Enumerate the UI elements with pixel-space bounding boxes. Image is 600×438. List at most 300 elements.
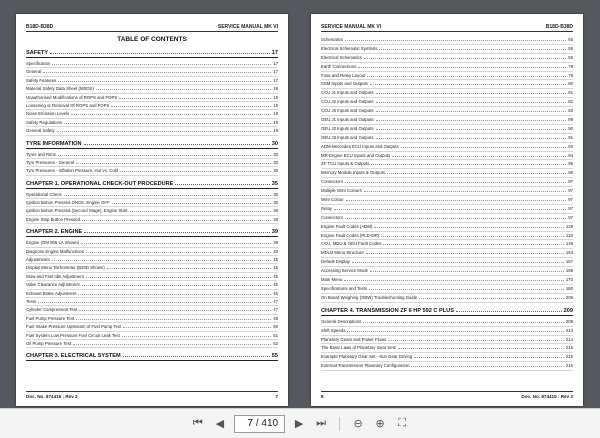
dot-leader bbox=[130, 211, 272, 212]
dot-leader bbox=[84, 232, 270, 233]
toc-entry[interactable] bbox=[26, 315, 278, 323]
dot-leader bbox=[374, 227, 563, 228]
toc-entry-page: 17 bbox=[273, 77, 278, 83]
toc-entry-title: Fuel System Low Pressure Fuel Circuit Leak Test bbox=[26, 332, 120, 338]
page-footer bbox=[26, 391, 278, 399]
toc-entry-page: 80 bbox=[568, 81, 573, 87]
header-rule bbox=[321, 31, 573, 32]
toc-entry-title: Engine Fault Codes (PLD-MR) bbox=[321, 232, 380, 238]
toc-entry-page: 82 bbox=[568, 99, 573, 105]
toc-entry-page: 215 bbox=[565, 345, 573, 351]
toc-entry-title: Shift Speeds bbox=[321, 327, 346, 333]
toc-entry-page: 45 bbox=[273, 273, 278, 279]
dot-leader bbox=[363, 322, 564, 323]
toc-entry-title: ZF TCU Inputs & Outputs bbox=[321, 161, 370, 167]
section-title: TYRE INFORMATION bbox=[26, 140, 82, 147]
toc-entry-title: CCU, MDU & OEU Fault Codes bbox=[321, 241, 382, 247]
toc-entry-page: 35 bbox=[273, 191, 278, 197]
dot-leader bbox=[358, 67, 566, 68]
toc-entry-title: Fuel Pump Pressure Test bbox=[26, 315, 75, 321]
toc-entry-page: 47 bbox=[273, 307, 278, 313]
toc-entry-title: MDU3 Menu Structure bbox=[321, 250, 364, 256]
dot-leader bbox=[401, 147, 567, 148]
toc-entry-page: 35 bbox=[273, 200, 278, 206]
toc-entry-page: 149 bbox=[565, 241, 573, 247]
toc-section-heading[interactable] bbox=[26, 181, 278, 189]
toc-entry[interactable] bbox=[321, 327, 573, 336]
toc-entry-title: OEU J3 Inputs and Outputs bbox=[321, 134, 374, 140]
toc-entry-page: 36 bbox=[273, 208, 278, 214]
toc-entry[interactable] bbox=[321, 336, 573, 345]
toc-entry-title: Multiple Wire Colours bbox=[321, 188, 362, 194]
toc-entry-page: 30 bbox=[273, 168, 278, 174]
dot-leader bbox=[334, 209, 566, 210]
toc-entry-title: On Board Weighing (OBW) Troubleshooting Guide bbox=[321, 294, 418, 300]
toc-entry-page: 19 bbox=[273, 119, 278, 125]
toc-entry[interactable] bbox=[321, 80, 573, 89]
dot-leader bbox=[119, 98, 271, 99]
zoom-in-icon[interactable]: ⊕ bbox=[375, 418, 385, 430]
footer-page-number: 8 bbox=[321, 394, 324, 399]
toc-entry-page: 52 bbox=[273, 340, 278, 346]
toc-entry-page: 93 bbox=[568, 143, 573, 149]
toc-section-heading[interactable] bbox=[321, 308, 573, 316]
toc-entry-title: Main Menu bbox=[321, 277, 343, 283]
page-header bbox=[321, 24, 573, 30]
toc-entry[interactable] bbox=[321, 72, 573, 81]
toc-entry[interactable] bbox=[321, 169, 573, 178]
dot-leader bbox=[50, 53, 270, 54]
toc-entry[interactable] bbox=[321, 187, 573, 196]
toc-entry-page: 38 bbox=[273, 216, 278, 222]
toc-entry-title: Electrical Schematics bbox=[321, 54, 362, 60]
toc-entry[interactable] bbox=[26, 68, 278, 76]
dot-leader bbox=[352, 262, 564, 263]
toc-section-heading[interactable] bbox=[26, 229, 278, 237]
dot-leader bbox=[367, 76, 566, 77]
toc-entry-page: 30 bbox=[273, 151, 278, 157]
toc-entry-page: 97 bbox=[568, 197, 573, 203]
toc-entry-title: Schematics bbox=[321, 37, 344, 42]
toc-entry-title: Display Menu Tachometer (B20D Shown) bbox=[26, 265, 105, 271]
toc-entry[interactable] bbox=[321, 267, 573, 276]
toc-entry-page: 167 bbox=[565, 259, 573, 265]
toc-entry[interactable] bbox=[26, 290, 278, 298]
header-left: B18D-B38D bbox=[26, 24, 54, 30]
dot-leader bbox=[345, 40, 566, 41]
dot-leader bbox=[82, 285, 272, 286]
toc-entry-title: Engine Fault Codes (ADM) bbox=[321, 223, 373, 229]
toc-entry-title: Electrical Schematic Symbols bbox=[321, 45, 378, 51]
toc-entry-title: Oil Pump Pressure Test bbox=[26, 340, 72, 346]
toc-entry-title: Cylinder Compression Test bbox=[26, 307, 78, 313]
section-page: 17 bbox=[271, 50, 278, 56]
toc-entry-title: Memory Module Inputs & Outputs bbox=[321, 170, 386, 176]
dot-leader bbox=[387, 173, 566, 174]
dot-leader bbox=[369, 289, 564, 290]
dot-leader bbox=[371, 164, 566, 165]
dot-leader bbox=[81, 243, 271, 244]
dot-leader bbox=[376, 93, 567, 94]
dot-leader bbox=[383, 244, 563, 245]
toc-entry[interactable] bbox=[321, 134, 573, 143]
toc-entry-title: Connectors bbox=[321, 179, 343, 185]
toc-entry[interactable] bbox=[321, 36, 573, 45]
dot-leader bbox=[388, 340, 564, 341]
toc-entry-title: Connectors bbox=[321, 214, 343, 220]
toc-entry-page: 18 bbox=[273, 94, 278, 100]
toc-entry-title: Operational Check bbox=[26, 191, 62, 197]
toc-entry-page: 180 bbox=[565, 285, 573, 291]
toc-entry-title: OEU J1 Inputs and Outputs bbox=[321, 117, 374, 123]
dot-leader bbox=[366, 253, 564, 254]
toc-entry-page: 55 bbox=[568, 45, 573, 51]
toc-entry[interactable] bbox=[26, 199, 278, 207]
toc-entry-page: 40 bbox=[273, 248, 278, 254]
dot-leader bbox=[175, 184, 269, 185]
toc-entry-title: General Safety bbox=[26, 128, 55, 134]
toc-entry[interactable] bbox=[321, 89, 573, 98]
toc-entry-title: Fuel Intake Pressure Upstream of Fuel Pump Test bbox=[26, 324, 122, 330]
toc-entry-title: Default Display bbox=[321, 259, 350, 265]
toc-entry-title: Exhaust Brake Adjustment bbox=[26, 290, 77, 296]
toc-entry-page: 168 bbox=[565, 268, 573, 274]
toc-entry[interactable] bbox=[26, 332, 278, 340]
toc-entry-page: 47 bbox=[273, 298, 278, 304]
toc-entry-title: Valve Clearance Adjustment bbox=[26, 282, 80, 288]
dot-leader bbox=[76, 163, 271, 164]
toc-entry-page: 45 bbox=[273, 265, 278, 271]
toc-entry[interactable] bbox=[26, 191, 278, 199]
toc-entry[interactable] bbox=[321, 160, 573, 169]
toc-entry-page: 209 bbox=[565, 318, 573, 324]
toc-entry-page: 17 bbox=[273, 61, 278, 66]
toc-entry-page: 97 bbox=[568, 179, 573, 185]
dot-leader bbox=[123, 327, 271, 328]
dot-leader bbox=[64, 123, 271, 124]
toc-entry-page: 51 bbox=[273, 332, 278, 338]
toc-entry-page: 164 bbox=[565, 250, 573, 256]
dot-leader bbox=[52, 64, 271, 65]
toc-entry[interactable] bbox=[321, 214, 573, 223]
toc-section-heading[interactable] bbox=[26, 50, 278, 58]
dot-leader bbox=[370, 84, 566, 85]
toc-entry[interactable] bbox=[321, 294, 573, 303]
toc-entry-title: Planetary Gears and Power Flows bbox=[321, 336, 387, 342]
toc-entry[interactable] bbox=[26, 306, 278, 314]
toc-entry-title: The Basic Laws of Planetary Gear Sets bbox=[321, 345, 396, 351]
section-title: CHAPTER 1. OPERATIONAL CHECK-OUT PROCEDURE bbox=[26, 180, 174, 187]
toc-entry[interactable] bbox=[321, 116, 573, 125]
toc-entry[interactable] bbox=[321, 232, 573, 241]
toc-entry-title: Ignition Button Pressed (Second Stage), Engine Start bbox=[26, 208, 128, 214]
toc-entry[interactable] bbox=[26, 298, 278, 306]
dot-leader bbox=[78, 294, 271, 295]
dot-leader bbox=[346, 200, 567, 201]
toc-entry[interactable] bbox=[321, 152, 573, 161]
toc-section-heading[interactable] bbox=[26, 353, 278, 361]
toc-entry-title: External Transmission Planetary Configuration bbox=[321, 363, 410, 369]
toc-entry-title: Adjustments bbox=[26, 257, 50, 263]
toc-entry[interactable] bbox=[26, 60, 278, 68]
toc-entry-page: 79 bbox=[568, 72, 573, 78]
header-right: SERVICE MANUAL MK VI bbox=[217, 24, 278, 30]
dot-leader bbox=[411, 366, 563, 367]
toc-entry-page: 96 bbox=[568, 170, 573, 176]
dot-leader bbox=[345, 218, 566, 219]
toc-entry-page: 94 bbox=[568, 152, 573, 158]
last-page-icon[interactable]: ⏭ bbox=[316, 417, 327, 429]
toc-entry-title: Engine Stop Button Pressed bbox=[26, 216, 80, 222]
toc-entry-page: 129 bbox=[565, 223, 573, 229]
toc-entry[interactable] bbox=[321, 98, 573, 107]
dot-leader bbox=[86, 277, 271, 278]
dot-leader bbox=[456, 311, 562, 312]
toc-entry-page: 213 bbox=[565, 327, 573, 333]
dot-leader bbox=[86, 252, 271, 253]
dot-leader bbox=[64, 195, 272, 196]
toc-entry-page: 133 bbox=[565, 232, 573, 238]
toc-entry[interactable] bbox=[321, 125, 573, 134]
dot-leader bbox=[122, 336, 271, 337]
toc-entry-title: Fuse and Relay Layout bbox=[321, 72, 366, 78]
toc-entry-page: 19 bbox=[273, 128, 278, 134]
footer-page-number: 7 bbox=[275, 394, 278, 399]
toc-entry[interactable] bbox=[26, 119, 278, 127]
toc-entry-page: 48 bbox=[273, 315, 278, 321]
toc-entry[interactable] bbox=[26, 167, 278, 175]
dot-leader bbox=[73, 344, 271, 345]
toc-entry-title: General Descriptions bbox=[321, 318, 362, 324]
toc-entry-title: Wire Colour bbox=[321, 197, 344, 203]
dot-leader bbox=[376, 129, 567, 130]
toc-entry-title: Loosening or Removal Of ROPS and FOPS bbox=[26, 102, 110, 108]
zoom-out-icon[interactable]: ⊖ bbox=[353, 418, 363, 430]
section-title: CHAPTER 4. TRANSMISSION ZF 6 HP 592 C PLUS bbox=[321, 307, 454, 314]
toolbar-divider bbox=[339, 417, 340, 431]
toc-entry-title: MR-Engine ECU Inputs and Outputs bbox=[321, 152, 391, 158]
toc-entry-title: Material Safety Data Sheet (MSDS) bbox=[26, 86, 94, 92]
dot-leader bbox=[82, 220, 271, 221]
dot-leader bbox=[57, 131, 272, 132]
toc-entry-page: 45 bbox=[273, 257, 278, 263]
toc-entry[interactable] bbox=[321, 45, 573, 54]
toc-entry[interactable] bbox=[26, 85, 278, 93]
toc-entry-title: Engine (OM 906 LA Shown) bbox=[26, 240, 80, 246]
dot-leader bbox=[76, 319, 271, 320]
toc-entry-page: 97 bbox=[568, 214, 573, 220]
toc-entry[interactable] bbox=[26, 77, 278, 85]
toc-entry[interactable] bbox=[321, 63, 573, 72]
toc-entry-title: Tyre Pressures - General bbox=[26, 159, 74, 165]
toc-entry[interactable] bbox=[321, 196, 573, 205]
toc-entry-title: Ignition Button Pressed ONCE, Engine OFF bbox=[26, 200, 110, 206]
toc-entry-title: Relay bbox=[321, 205, 332, 211]
toc-entry-page: 46 bbox=[273, 290, 278, 296]
toc-entry-title: Unauthorised Modifications of ROPS and FOPS bbox=[26, 94, 118, 100]
page-footer bbox=[321, 391, 573, 399]
toc-entry[interactable] bbox=[26, 340, 278, 348]
dot-leader bbox=[52, 260, 272, 261]
toc-entry-title: Tyre Pressures - Inflation Pressure, Hot vs. Cold bbox=[26, 168, 118, 174]
toc-entry-page: 81 bbox=[568, 90, 573, 96]
dot-leader bbox=[392, 156, 566, 157]
toc-entry[interactable] bbox=[26, 94, 278, 102]
toc-entry[interactable] bbox=[26, 323, 278, 331]
toc-entry[interactable] bbox=[26, 264, 278, 272]
toc-entry-title: Tests bbox=[26, 298, 37, 304]
page-number-input[interactable] bbox=[241, 418, 253, 429]
page-right bbox=[311, 14, 583, 406]
toc-entry[interactable] bbox=[321, 249, 573, 258]
toc-entry[interactable] bbox=[26, 216, 278, 224]
page-total: / 410 bbox=[255, 418, 279, 429]
dot-leader bbox=[107, 268, 271, 269]
dot-leader bbox=[344, 280, 564, 281]
page-number-box[interactable] bbox=[234, 415, 285, 433]
dot-leader bbox=[370, 271, 564, 272]
toc-entry[interactable] bbox=[321, 240, 573, 249]
toc-entry[interactable] bbox=[321, 276, 573, 285]
dot-leader bbox=[376, 138, 567, 139]
toc-entry-page: 89 bbox=[568, 117, 573, 123]
toc-entry-title: CCU J1 Inputs and Outputs bbox=[321, 90, 374, 96]
first-page-icon[interactable]: ⏮ bbox=[192, 417, 203, 429]
dot-leader bbox=[414, 357, 564, 358]
toc-entry[interactable] bbox=[26, 102, 278, 110]
footer-doc-number: Doc. No. 874415 : Rev 2 bbox=[26, 394, 78, 399]
toc-entry[interactable] bbox=[26, 281, 278, 289]
toc-entry[interactable] bbox=[26, 248, 278, 256]
toc-entry-page: 216 bbox=[565, 363, 573, 369]
section-page: 55 bbox=[271, 353, 278, 360]
toc-entry-title: Slow and Fast Idle Adjustment bbox=[26, 273, 84, 279]
toc-entry-page: 79 bbox=[568, 63, 573, 69]
toc-entry[interactable] bbox=[321, 178, 573, 187]
dot-leader bbox=[112, 203, 272, 204]
toc-entry-title: Tyres and Rims bbox=[26, 151, 56, 157]
section-page: 209 bbox=[563, 307, 573, 314]
toc-list bbox=[26, 50, 278, 361]
toc-entry-title: ADM-Mercedes ECU Inputs and Outputs bbox=[321, 143, 399, 149]
toc-entry-page: 214 bbox=[565, 336, 573, 342]
toc-entry[interactable] bbox=[321, 362, 573, 371]
dot-leader bbox=[111, 106, 271, 107]
toc-entry-page: 97 bbox=[568, 188, 573, 194]
dot-leader bbox=[79, 310, 271, 311]
toc-entry[interactable] bbox=[321, 223, 573, 232]
toc-entry-page: 55 bbox=[568, 37, 573, 42]
toc-entry[interactable] bbox=[321, 344, 573, 353]
toc-entry[interactable] bbox=[321, 285, 573, 294]
toc-entry-page: 46 bbox=[273, 282, 278, 288]
viewer-toolbar bbox=[0, 408, 600, 438]
page-left bbox=[16, 14, 288, 406]
toc-entry[interactable] bbox=[26, 273, 278, 281]
toc-entry-page: 18 bbox=[273, 111, 278, 117]
section-title: SAFETY bbox=[26, 50, 49, 56]
section-page: 39 bbox=[271, 229, 278, 236]
toc-entry-page: 90 bbox=[568, 125, 573, 131]
toc-entry[interactable] bbox=[26, 256, 278, 264]
toc-entry[interactable] bbox=[321, 353, 573, 362]
toc-entry-page: 170 bbox=[565, 277, 573, 283]
section-title: CHAPTER 3. ELECTRICAL SYSTEM bbox=[26, 353, 121, 360]
toc-entry[interactable] bbox=[321, 107, 573, 116]
toc-entry-page: 18 bbox=[273, 102, 278, 108]
toc-entry[interactable] bbox=[26, 207, 278, 215]
toc-entry[interactable] bbox=[26, 159, 278, 167]
fullscreen-icon[interactable]: ⛶ bbox=[398, 417, 406, 429]
dot-leader bbox=[379, 49, 566, 50]
toc-entry-title: OEU J2 Inputs and Outputs bbox=[321, 125, 374, 131]
toc-entry-title: CCU J3 Inputs and Outputs bbox=[321, 108, 374, 114]
footer-doc-number: Doc. No. 874415 : Rev 2 bbox=[521, 394, 573, 399]
toc-title: TABLE OF CONTENTS bbox=[117, 36, 187, 43]
toc-entry-title: Example Planetary Gear Set - Sun Gear Driving bbox=[321, 354, 413, 360]
toc-entry[interactable] bbox=[321, 143, 573, 152]
toc-entry[interactable] bbox=[26, 151, 278, 159]
toc-entry-page: 95 bbox=[568, 161, 573, 167]
page-header bbox=[26, 24, 278, 30]
dot-leader bbox=[376, 111, 567, 112]
toc-entry-title: Noise Emission Levels bbox=[26, 111, 70, 117]
dot-leader bbox=[120, 171, 271, 172]
toc-entry[interactable] bbox=[26, 127, 278, 135]
toc-entry-title: Earth Connections bbox=[321, 63, 357, 69]
dot-leader bbox=[58, 155, 271, 156]
toc-entry[interactable] bbox=[321, 258, 573, 267]
header-rule bbox=[26, 31, 278, 32]
toc-section-heading[interactable] bbox=[26, 141, 278, 149]
toc-entry-page: 215 bbox=[565, 354, 573, 360]
toc-entry-page: 91 bbox=[568, 134, 573, 140]
dot-leader bbox=[398, 348, 564, 349]
toc-entry-title: Safety Regulations bbox=[26, 119, 63, 125]
toc-entry-title: CCU J2 Inputs and Outputs bbox=[321, 99, 374, 105]
prev-page-icon[interactable]: ◀ bbox=[215, 418, 225, 430]
toc-entry-title: SSM Inputs and Outputs bbox=[321, 81, 368, 87]
toc-entry-title: Specifications and Tests bbox=[321, 285, 368, 291]
dot-leader bbox=[84, 144, 270, 145]
dot-leader bbox=[345, 182, 566, 183]
dot-leader bbox=[376, 102, 567, 103]
toc-entry-page: 50 bbox=[273, 324, 278, 330]
section-title: CHAPTER 2. ENGINE bbox=[26, 229, 83, 236]
toc-entry[interactable] bbox=[321, 205, 573, 214]
toc-entry[interactable] bbox=[26, 239, 278, 247]
dot-leader bbox=[58, 81, 271, 82]
toc-entry[interactable] bbox=[321, 318, 573, 327]
next-page-icon[interactable]: ▶ bbox=[294, 418, 304, 430]
toc-entry-title: Accessing Service Mode bbox=[321, 268, 369, 274]
dot-leader bbox=[71, 114, 271, 115]
toc-entry[interactable] bbox=[321, 54, 573, 63]
toc-entry-page: 56 bbox=[568, 54, 573, 60]
dot-leader bbox=[364, 191, 566, 192]
dot-leader bbox=[364, 58, 566, 59]
toc-entry-title: Specification bbox=[26, 61, 51, 66]
section-page: 35 bbox=[271, 180, 278, 187]
toc-entry-page: 17 bbox=[273, 69, 278, 75]
dot-leader bbox=[347, 331, 563, 332]
toc-entry[interactable] bbox=[26, 110, 278, 118]
section-page: 30 bbox=[271, 140, 278, 147]
toc-entry-title: Diagnose Engine Malfunctions bbox=[26, 248, 85, 254]
toc-entry-page: 39 bbox=[273, 240, 278, 246]
header-right: B18D-B38D bbox=[545, 24, 573, 30]
dot-leader bbox=[376, 120, 567, 121]
